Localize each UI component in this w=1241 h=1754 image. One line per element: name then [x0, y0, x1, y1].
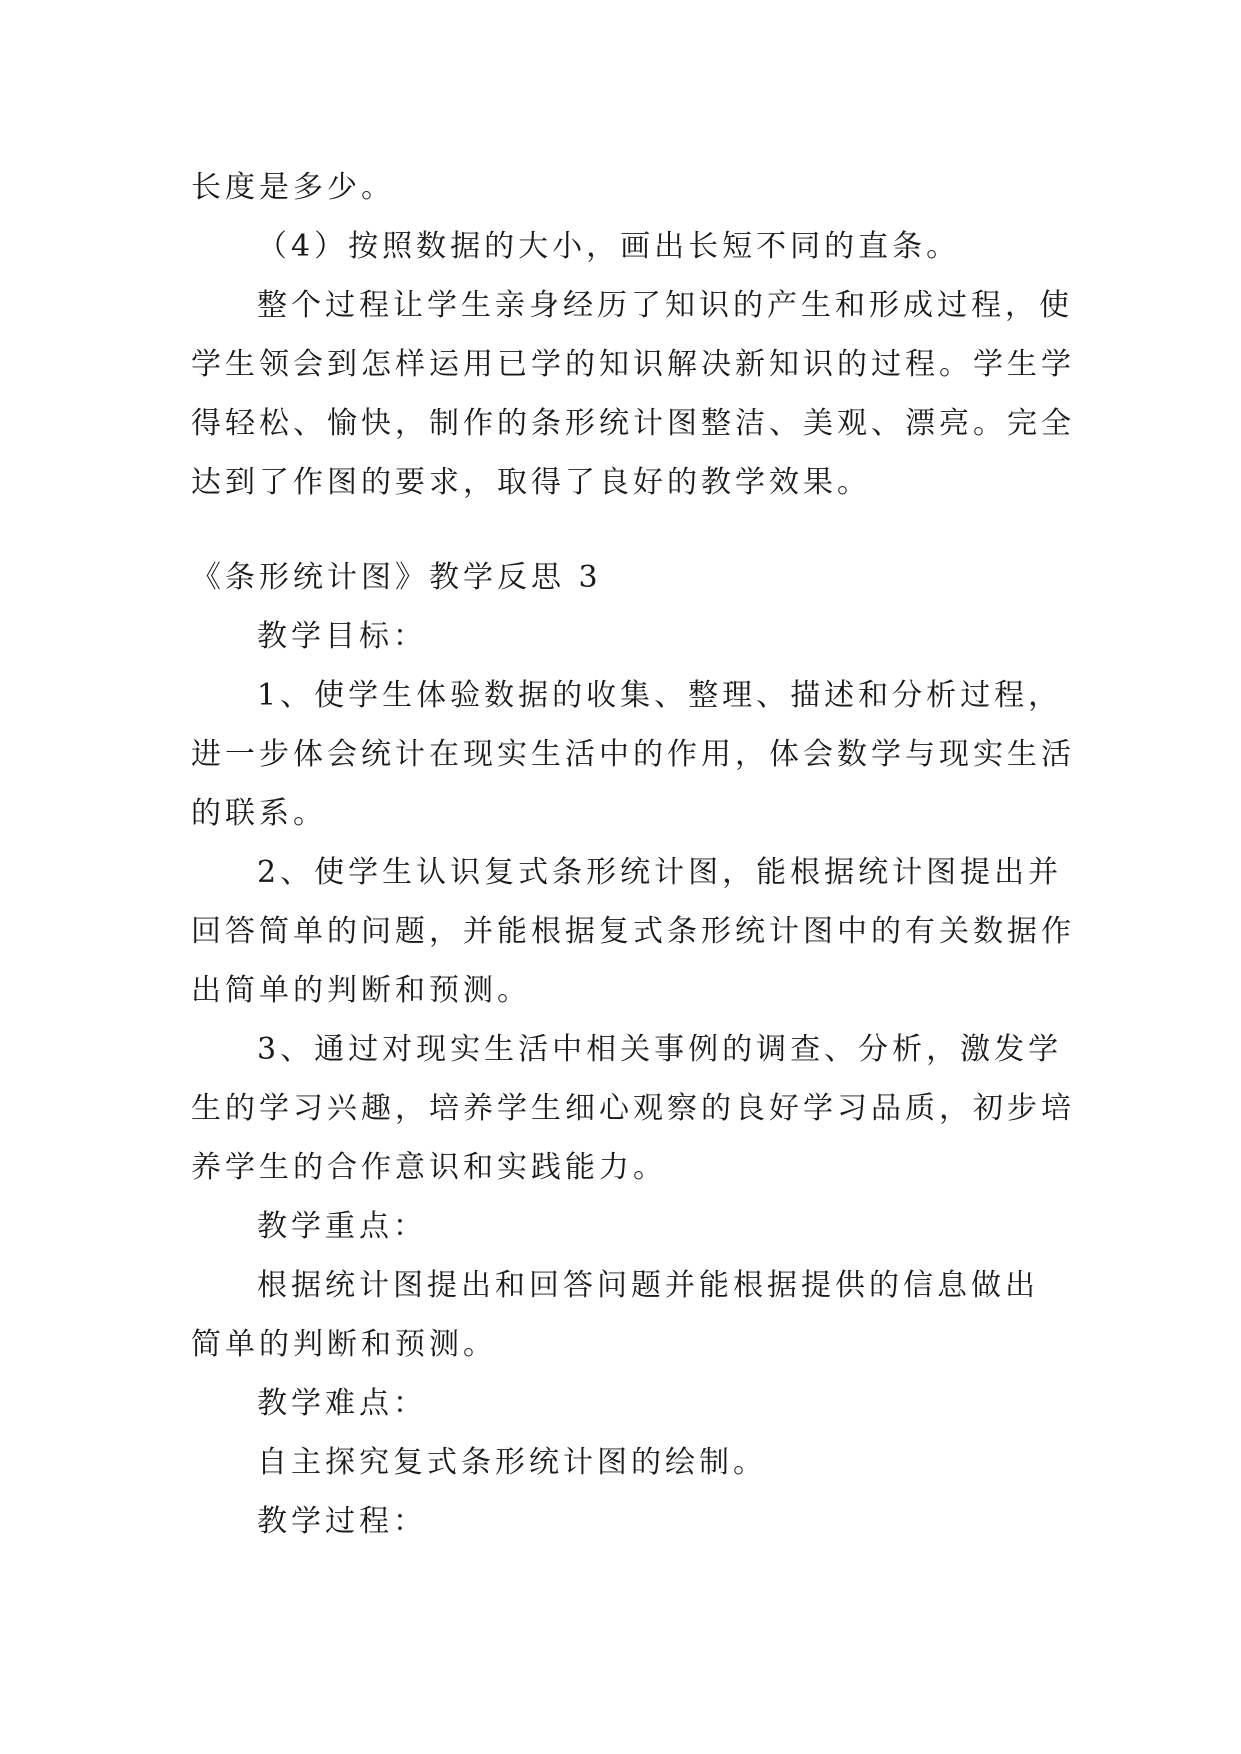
key-points-line: 根据统计图提出和回答问题并能根据提供的信息做出 — [257, 1268, 1039, 1303]
goals-heading: 教学目标： — [257, 619, 427, 654]
goal-2-line: 出简单的判断和预测。 — [191, 973, 531, 1008]
paragraph-line: 达到了作图的要求，取得了良好的教学效果。 — [191, 465, 871, 500]
paragraph-line: 整个过程让学生亲身经历了知识的产生和形成过程，使 — [257, 288, 1073, 323]
goal-2-line: 回答简单的问题，并能根据复式条形统计图中的有关数据作 — [191, 914, 1075, 949]
step-4-line: （4）按照数据的大小，画出长短不同的直条。 — [257, 229, 961, 264]
section-spacer — [191, 512, 1061, 548]
goal-2-line: 2、使学生认识复式条形统计图，能根据统计图提出并 — [257, 855, 1063, 890]
difficulty-heading: 教学难点： — [257, 1386, 427, 1421]
paragraph-line: 长度是多少。 — [191, 170, 395, 205]
goal-3-line: 生的学习兴趣，培养学生细心观察的良好学习品质，初步培 — [191, 1091, 1075, 1126]
paragraph-line: 学生领会到怎样运用已学的知识解决新知识的过程。学生学 — [191, 347, 1075, 382]
goal-1-line: 的联系。 — [191, 796, 327, 831]
process-heading: 教学过程： — [257, 1504, 427, 1539]
goal-3-line: 3、通过对现实生活中相关事例的调查、分析，激发学 — [257, 1032, 1063, 1067]
difficulty-line: 自主探究复式条形统计图的绘制。 — [257, 1445, 767, 1480]
paragraph-line: 得轻松、愉快，制作的条形统计图整洁、美观、漂亮。完全 — [191, 406, 1075, 441]
document-body — [191, 158, 1075, 1551]
key-points-line: 简单的判断和预测。 — [191, 1327, 497, 1362]
goal-1-line: 进一步体会统计在现实生活中的作用，体会数学与现实生活 — [191, 737, 1075, 772]
goal-3-line: 养学生的合作意识和实践能力。 — [191, 1150, 667, 1185]
key-points-heading: 教学重点： — [257, 1209, 427, 1244]
section-title: 《条形统计图》教学反思 3 — [191, 560, 602, 595]
goal-1-line: 1、使学生体验数据的收集、整理、描述和分析过程， — [257, 678, 1063, 713]
